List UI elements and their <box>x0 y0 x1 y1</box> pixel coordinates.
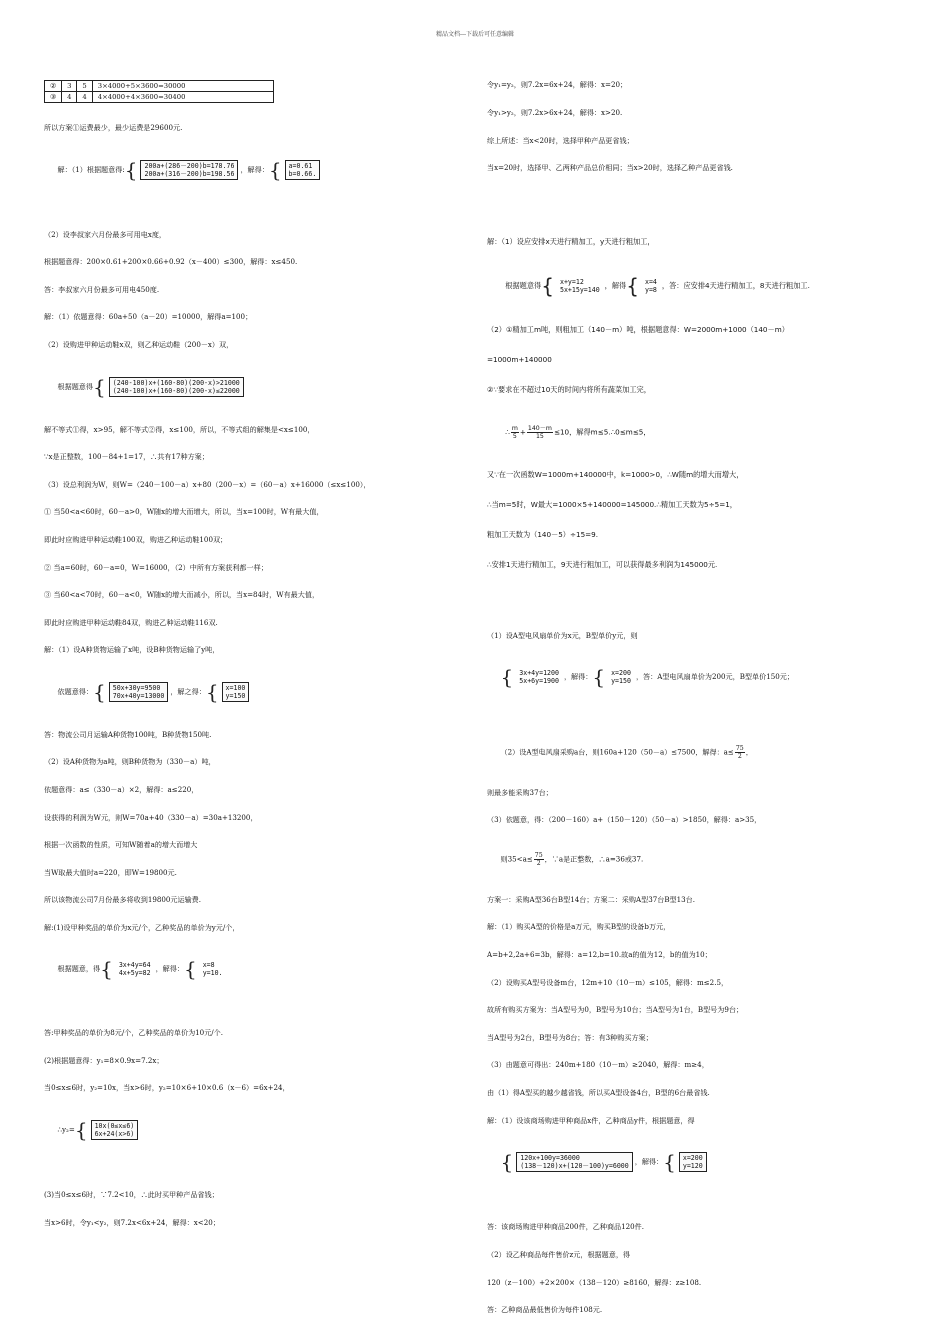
equation-image <box>516 668 562 686</box>
brace-icon: { <box>500 1150 514 1175</box>
page-header: 精品文档---下载后可任意编辑 <box>435 31 515 38</box>
text-line: ∵x是正整数，100－84+1=17，∴共有17种方案； <box>44 452 209 462</box>
equation-row: 3x+4y=1200 <box>519 668 559 677</box>
brace-icon: { <box>500 664 514 689</box>
brace-icon: { <box>663 1150 676 1175</box>
text-line: =1000m+140000 <box>487 355 552 365</box>
equation-row: 120x+100y=36000 <box>520 1154 580 1163</box>
text-line: ∴当m=5时，W最大=1000×5+140000=145000.∴精加工天数为5÷5=1， <box>487 500 737 510</box>
text-line: A=b+2,2a+6=3b，解得：a=12,b=10.故a的值为12，b的值为10； <box>487 949 712 959</box>
numerator: 140－m <box>527 425 552 433</box>
equation-line <box>44 951 454 987</box>
equation-row: (240-100)x+(160-80)(200-x)>21000 <box>112 378 240 387</box>
text-line: ②∵要求在不超过10天的时间内将所有蔬菜加工完， <box>487 385 651 395</box>
text-line: 120（z－100）+2×200×（138－120）≥8160，解得：z≥108. <box>487 1277 702 1287</box>
table-cell: 4×4000+4×3600=30400 <box>92 92 273 103</box>
text-segment: 解：（1）根据题意得: <box>57 164 125 174</box>
text-line: 解：（1）依题意得：60a+50（a－20）=10000，解得a=100； <box>44 312 253 322</box>
table-cell: ② <box>45 81 62 92</box>
text-line: （2）设购买A型号设备m台，12m+10（10－m）≤105，解得：m≤2.5， <box>487 977 729 987</box>
text-line: (2)根据题意得：y₁=8×0.9x=7.2x； <box>44 1055 164 1065</box>
text-line: （3）由题意可得出：240m+180（10－m）≥2040，解得：m≥4， <box>487 1060 709 1070</box>
text-segment: 根据题意得 <box>505 281 542 291</box>
text-line: 答：乙种商品最低售价为每件108元. <box>487 1305 603 1315</box>
text-line: 综上所述：当x<20时，选择甲种产品更省钱； <box>487 135 634 145</box>
equation-row: 5x+6y=1900 <box>519 676 559 685</box>
equation-row: x=4 <box>644 278 657 287</box>
text-line: 解：（1）购买A型的价格是a万元，购买B型的设备b万元， <box>487 922 671 932</box>
text-line: ∴安排1天进行精加工，9天进行粗加工，可以获得最多利润为145000元. <box>487 560 718 570</box>
text-segment: ，解得： <box>563 671 593 681</box>
equation-row: x=100 <box>225 684 246 693</box>
text-line: （3）设总利润为W，则W=（240－100－a）x+80（200－x）=（60－a）x+16000（≤x≤100）， <box>44 479 371 489</box>
solution-image <box>608 668 634 686</box>
text-line: （1）设A型电风扇单价为x元，B型单价y元，则 <box>487 631 638 641</box>
brace-icon: { <box>93 680 106 705</box>
equation-image <box>557 277 603 295</box>
table-row <box>45 81 274 92</box>
equation-line <box>487 736 907 769</box>
brace-icon: { <box>74 1117 88 1142</box>
text-segment: ，解之得： <box>170 687 206 697</box>
brace-icon: { <box>93 374 106 399</box>
table-cell: ③ <box>45 92 62 103</box>
text-line: （2）设购进甲种运动鞋x双，则乙种运动鞋（200－x）双， <box>44 340 234 350</box>
solution-image <box>642 277 660 295</box>
equation-row: (240-100)x+(160-80)(200-x)≤22000 <box>112 386 240 395</box>
left-column <box>44 62 454 1245</box>
equation-line <box>487 1143 907 1181</box>
text-line: 则最多能采购37台； <box>487 787 553 797</box>
numerator: m <box>511 425 518 433</box>
equation-row: x=200 <box>611 668 631 677</box>
text-segment: ，答：应安排4天进行精加工，8天进行粗加工. <box>661 281 810 291</box>
equation-row: 200a+(286－200)b=178.76 <box>144 161 235 170</box>
text-line: 所以该物流公司7月份最多将收到19800元运输费. <box>44 895 202 905</box>
text-line: 设获得的利润为W元，则W=70a+40（330－a）=30a+13200， <box>44 812 258 822</box>
text-line: 答：李叔家六月份最多可用电450度. <box>44 284 160 294</box>
text-segment: ，解得： <box>155 963 184 973</box>
equation-row: 5x+15y=140 <box>559 286 600 295</box>
text-line: ③ 当60<a<70时，60－a<0，W随x的增大而减小，所以，当x=84时，W有最大值， <box>44 590 320 600</box>
equation-row: 3x+4y=64 <box>118 960 151 969</box>
text-line: 答:甲种奖品的单价为8元/个，乙种奖品的单价为10元/个. <box>44 1027 224 1037</box>
text-segment: ，∵a是正整数，∴a=36或37. <box>544 854 644 864</box>
text-line: 解不等式①得，x>95，解不等式②得，x≤100，所以，不等式组的解集是<x≤100， <box>44 424 315 434</box>
brace-icon: { <box>268 157 282 182</box>
equation-image <box>109 682 169 702</box>
fraction <box>735 745 745 760</box>
fraction <box>511 425 519 440</box>
text-line: 答：该商场购进甲种商品200件，乙种商品120件. <box>487 1222 645 1232</box>
text-line: 根据题意得：200×0.61+200×0.66+0.92（x－400）≤300，解得：x≤450. <box>44 257 298 267</box>
equation-row: y=8 <box>644 286 657 295</box>
text-segment: ∴ <box>505 427 510 437</box>
solution-image <box>200 960 226 978</box>
equation-row: y=150 <box>225 692 246 701</box>
brace-icon: { <box>541 274 554 299</box>
text-segment: ，解得 <box>604 281 627 291</box>
text-segment: 根据题意得 <box>57 381 93 391</box>
text-line: 解：（1）设应安排x天进行精加工，y天进行粗加工， <box>487 237 655 247</box>
text-line: （2）设A种货物为a吨，则B种货物为（330－a）吨， <box>44 757 216 767</box>
text-line: 粗加工天数为（140－5）÷15=9. <box>487 530 599 540</box>
equation-row: 50x+30y=9500 <box>112 684 161 693</box>
brace-icon: { <box>205 680 219 705</box>
numerator: 75 <box>735 745 744 753</box>
text-segment: 根据题意，得 <box>57 963 101 973</box>
piecewise-image <box>91 1120 139 1140</box>
text-line: 当0≤x≤6时，y₂=10x，当x>6时，y₂=10×6+10×0.6（x－6）=6x+24， <box>44 1083 290 1093</box>
text-line: 根据一次函数的性质，可知W随着a的增大而增大 <box>44 840 198 850</box>
denominator: 2 <box>536 860 541 868</box>
text-segment: （2）设A型电风扇采购a台，则160a+120（50－a）≤7500，解得：a≤ <box>500 747 734 757</box>
right-column <box>487 62 907 1333</box>
text-line: (3)当0≤x≤6时，∵7.2<10，∴此时买甲种产品省钱； <box>44 1189 219 1199</box>
denominator: 2 <box>737 753 742 761</box>
text-line: 解：（1）设该商场购进甲种商品x件，乙种商品y件，根据题意，得 <box>487 1115 695 1125</box>
text-segment: ∴y₂= <box>57 1124 75 1134</box>
equation-line <box>44 368 454 406</box>
text-line: 解：（1）设A种货物运输了x吨，设B种货物运输了y吨， <box>44 645 220 655</box>
fraction <box>534 852 544 867</box>
text-line: 当x>6时，令y₁<y₂，则7.2x<6x+24，解得：x<20； <box>44 1217 220 1227</box>
brace-icon: { <box>124 157 138 182</box>
text-segment: ，解得： <box>634 1157 664 1167</box>
equation-row: x=8 <box>202 960 215 969</box>
text-line: 解:(1)设甲种奖品的单价为x元/个，乙种奖品的单价为y元/个， <box>44 923 240 933</box>
equation-line <box>44 673 454 711</box>
table-cell: 4 <box>62 92 77 103</box>
text-line: 令y₁=y₂，则7.2x=6x+24，解得：x=20； <box>487 80 628 90</box>
brace-icon: { <box>626 274 639 299</box>
fraction <box>527 425 553 440</box>
text-line: 当A型号为2台，B型号为8台；答：有3种购买方案； <box>487 1032 653 1042</box>
table-cell: 4 <box>77 92 92 103</box>
solution-image <box>222 682 250 702</box>
equation-row: 6x+24(x>6) <box>94 1129 135 1138</box>
equation-row: (138－120)x+(120－100)y=6000 <box>520 1162 629 1171</box>
text-line: 故所有购买方案为：当A型号为0，B型号为10台；当A型号为1台，B型号为9台； <box>487 1005 744 1015</box>
text-line: 由（1）得A型买的越少越省钱，所以买A型设备4台，B型的6台最省钱. <box>487 1088 710 1097</box>
solution-image <box>679 1152 707 1172</box>
text-segment: ，解得： <box>240 164 269 174</box>
equation-row: b=0.66. <box>288 169 317 178</box>
text-line: 令y₁>y₂，则7.2x>6x+24，解得：x>20. <box>487 108 623 118</box>
text-segment: ≤10，解得m≤5.∴0≤m≤5， <box>553 427 651 437</box>
denominator: 15 <box>536 433 544 441</box>
scanned-solution-block <box>487 217 907 590</box>
freight-plan-table <box>44 80 274 103</box>
text-line: 所以方案①运费最少，最少运费是29600元. <box>44 122 183 132</box>
equation-line <box>487 843 907 876</box>
equation-line <box>487 267 907 305</box>
text-line: 依题意得：a≤（330－a）×2，解得：a≤220， <box>44 785 199 795</box>
table-cell: 3 <box>62 81 77 92</box>
text-line: （2）①精加工m吨，则粗加工（140－m）吨，根据题意得：W=2000m+1000（140－m） <box>487 325 789 335</box>
table-cell: 3×4000+5×3600=30000 <box>92 81 273 92</box>
solution-image <box>285 160 321 180</box>
equation-row: x+y=12 <box>559 278 584 287</box>
equation-row: x=200 <box>682 1154 703 1163</box>
text-line: 即此时应购进甲种运动鞋100双，购进乙种运动鞋100双； <box>44 534 228 544</box>
text-line: 即此时应购进甲种运动鞋84双，购进乙种运动鞋116双. <box>44 617 218 627</box>
text-line: （2）设乙种商品每件售价z元，根据题意，得 <box>487 1250 631 1260</box>
equation-row: 70x+40y=13000 <box>112 692 165 701</box>
table-cell: 5 <box>77 81 92 92</box>
equation-image <box>140 160 238 180</box>
table-row <box>45 92 274 103</box>
text-line: （3）依题意，得：（200－160）a+（150－120）（50－a）>1850，解得：a>35， <box>487 815 762 825</box>
text-segment: ， <box>745 747 753 757</box>
equation-row: 4x+5y=82 <box>118 968 151 977</box>
numerator: 75 <box>534 852 543 860</box>
text-line: 答：物流公司月运输A种货物100吨，B种货物150吨. <box>44 729 212 739</box>
equation-row: y=150 <box>611 676 631 685</box>
equation-row: 200a+(316－200)b=198.56 <box>144 169 235 178</box>
text-segment: 依题意得： <box>57 687 93 697</box>
brace-icon: { <box>100 956 113 981</box>
text-line: ② 当a=60时，60－a=0，W=16000，（2）中所有方案获利都一样； <box>44 562 268 572</box>
equation-line <box>44 1111 454 1149</box>
text-line: （2）设李叔家六月份最多可用电x度， <box>44 229 167 239</box>
equation-image <box>516 1152 632 1172</box>
equation-line <box>487 659 907 695</box>
text-line: 方案一：采购A型36台B型14台；方案二：采购A型37台B型13台. <box>487 894 695 904</box>
text-line: 又∵在一次函数W=1000m+140000中，k=1000>0，∴W随m的增大而增大， <box>487 470 744 480</box>
equation-image <box>116 960 154 978</box>
equation-row: 10x(0≤x≤6) <box>94 1121 135 1130</box>
equation-row: a=0.61 <box>288 161 313 170</box>
inequality-image <box>109 377 244 397</box>
equation-row: y=120 <box>682 1162 703 1171</box>
equation-row: y=10. <box>202 968 223 977</box>
text-line: ① 当50<a<60时，60－a>0，W随x的增大而增大，所以，当x=100时，W有最大值， <box>44 507 324 517</box>
text-segment: ，答：A型电风扇单价为200元，B型单价150元； <box>635 671 794 681</box>
brace-icon: { <box>592 664 606 689</box>
text-line: 当x=20时，选择甲、乙两种产品总价相同；当x>20时，选择乙种产品更省钱. <box>487 163 733 173</box>
text-line: 当W取最大值时a=220，即W=19800元. <box>44 867 177 877</box>
text-segment: 则35<a≤ <box>500 854 533 864</box>
denominator: 5 <box>512 433 517 441</box>
brace-icon: { <box>183 956 197 981</box>
equation-line <box>44 150 454 188</box>
equation-line: ∴ $\frac{m}{5}$ + $\frac{140-m}{15}$ ≤10，解得m≤5.∴0≤m≤5， <box>505 425 651 441</box>
